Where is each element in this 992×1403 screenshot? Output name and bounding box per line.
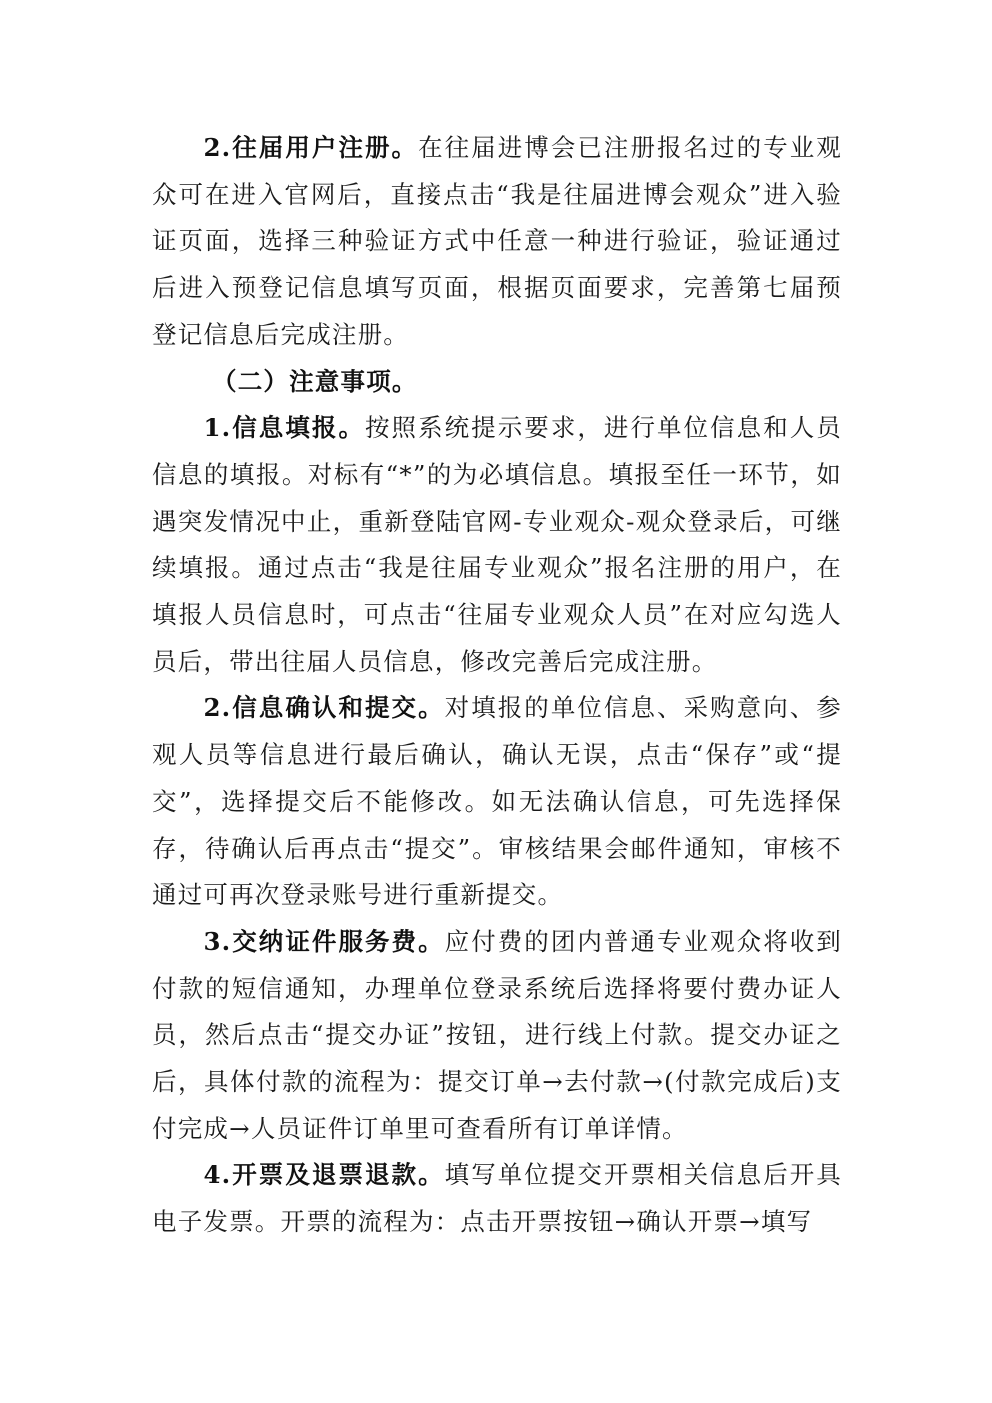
paragraph-text: 对填报的单位信息、采购意向、参观人员等信息进行最后确认，确认无误，点击“保存”或“提交”，选择提交后不能修改。如无法确认信息，可先选择保存，待确认后再点击“提交”。审核结果会邮件通知，审核不通过可再次登录账号进行重新提交。 <box>152 693 842 910</box>
paragraph-returning-user-registration <box>152 125 842 359</box>
paragraph-heading: 2.信息确认和提交。 <box>203 693 445 723</box>
paragraph-heading: 4.开票及退票退款。 <box>203 1160 445 1190</box>
section-heading-notes: （二）注意事项。 <box>212 366 418 396</box>
paragraph-heading: 3.交纳证件服务费。 <box>203 926 445 956</box>
paragraph-pay-certificate-fee <box>152 919 842 1153</box>
paragraph-info-filling <box>152 405 842 685</box>
paragraph-text: 填写单位提交开票相关信息后开具电子发票。开票的流程为：点击开票按钮→确认开票→填写 <box>152 1160 842 1237</box>
paragraph-invoice-refund <box>152 1152 842 1245</box>
paragraph-info-confirm-submit <box>152 685 842 919</box>
paragraph-heading: 2.往届用户注册。 <box>203 133 419 162</box>
paragraph-text: 按照系统提示要求，进行单位信息和人员信息的填报。对标有“*”的为必填信息。填报至任一环节，如遇突发情况中止，重新登陆官网-专业观众-观众登录后，可继续填报。通过点击“我是往届专业观众”报名注册的用户，在填报人员信息时，可点击“往届专业观众人员”在对应勾选人员后，带出往届人员信息，修改完善后完成注册。 <box>152 413 842 676</box>
paragraph-text: 应付费的团内普通专业观众将收到付款的短信通知，办理单位登录系统后选择将要付费办证人员，然后点击“提交办证”按钮，进行线上付款。提交办证之后，具体付款的流程为：提交订单→去付款→(付款完成后)支付完成→人员证件订单里可查看所有订单详情。 <box>152 926 842 1143</box>
paragraph-text: 在往届进博会已注册报名过的专业观众可在进入官网后，直接点击“我是往届进博会观众”进入验证页面，选择三种验证方式中任意一种进行验证，验证通过后进入预登记信息填写页面，根据页面要求，完善第七届预登记信息后完成注册。 <box>152 133 842 349</box>
paragraph-heading: 1.信息填报。 <box>203 413 365 443</box>
document-body <box>152 125 842 1246</box>
